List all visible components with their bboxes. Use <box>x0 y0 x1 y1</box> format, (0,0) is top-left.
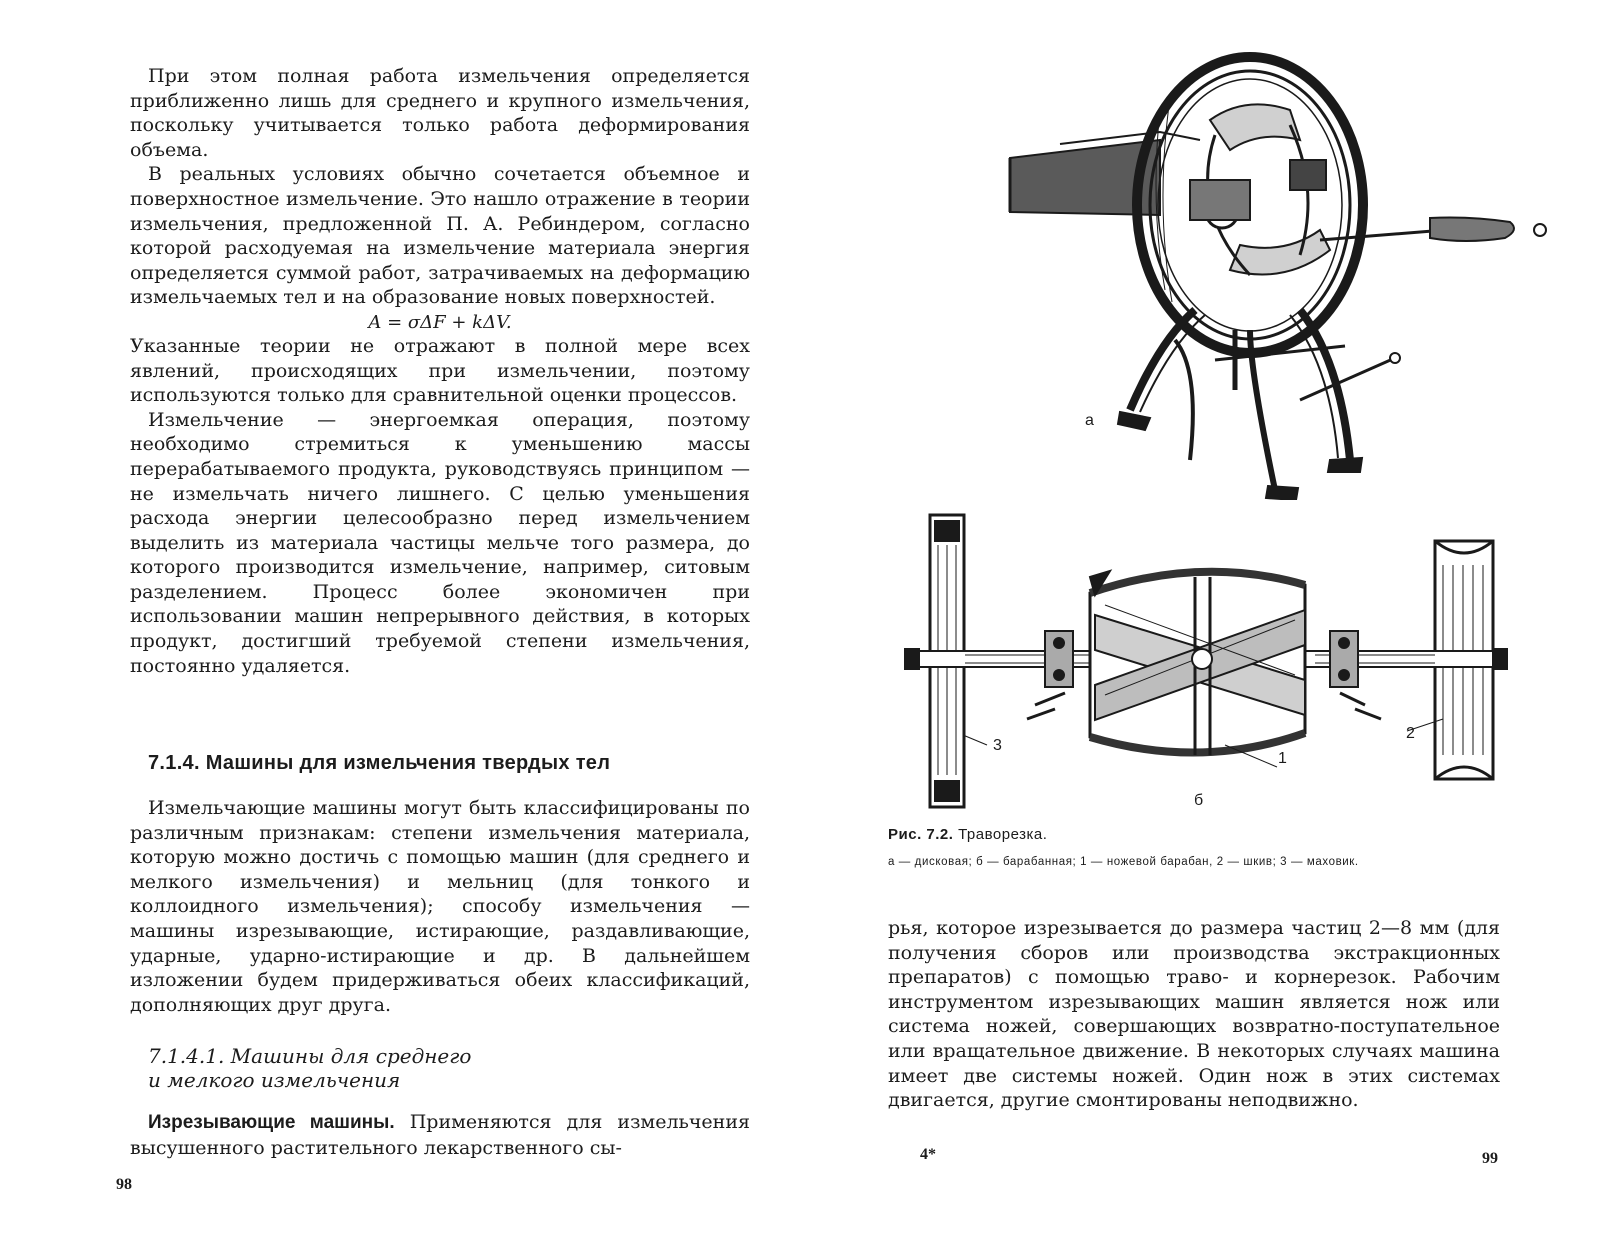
paragraph-4: Измельчение — энергоемкая операция, поэтому необходимо стремиться к уменьшению массы перерабатываемого продукта, руководствуясь принципом — не измельчать ничего лишнего. С целью уменьшения расхода энергии целесообразно перед измельчением выделить из материала частицы мельче того размера, до которого производится измельчение, например, ситовым разделением. Процесс более экономичен при использовании машин непрерывного действия, в которых продукт, достигший требуемой степени измельчения, постоянно удаляется. <box>130 408 750 677</box>
left-page <box>0 0 800 1246</box>
left-text-column <box>130 64 750 678</box>
callout-3: 3 <box>993 737 1002 754</box>
paragraph-5: Измельчающие машины могут быть классифицированы по различным признакам: степени измельчения материала, которую можно достичь с помощью машин (для среднего и мелкого измельчения) и мельниц (для тонкого и коллоидного измельчения); способу измельчения — машины изрезывающие, истирающие, раздавливающие, ударные, ударно-истирающие и др. В дальнейшем изложении будем придерживаться обеих классификаций, дополняющих друг друга. <box>130 797 750 1016</box>
paragraph-7: рья, которое изрезывается до размера частиц 2—8 мм (для получения сборов или производства экстракционных препаратов) с помощью траво- и корнерезок. Рабочим инструментом изрезывающих машин является нож или система ножей, совершающих возвратно-поступательное или вращательное движение. В некоторых случаях машина имеет две системы ножей. Один нож в этих системах двигается, другие смонтированы неподвижно. <box>888 917 1500 1112</box>
section-heading: 7.1.4. Машины для измельчения твердых тел <box>148 752 611 774</box>
figure-label-a: а <box>1085 412 1094 429</box>
subsection-heading-line2: и мелкого измельчения <box>148 1068 401 1092</box>
signature-mark: 4* <box>920 1146 936 1163</box>
subsection-heading-block <box>130 1044 750 1092</box>
figure-caption-legend: а — дисковая; б — барабанная; 1 — ножевой барабан, 2 — шкив; 3 — маховик. <box>888 856 1359 868</box>
lead-paragraph-block <box>130 1110 750 1160</box>
figure-drum-cutter-illustration <box>895 505 1515 815</box>
page-number-left: 98 <box>116 1176 132 1193</box>
subsection-heading-line1: 7.1.4.1. Машины для среднего <box>148 1044 472 1068</box>
formula-rebinder: A = σΔF + kΔV. <box>368 311 512 333</box>
figure-disk-cutter-illustration <box>1000 40 1560 500</box>
paragraph-2: В реальных условиях обычно сочетается объемное и поверхностное измельчение. Это нашло отражение в теории измельчения, предложенной П. А. Ребиндером, согласно которой расходуемая на измельчение материала энергия определяется суммой работ, затрачиваемых на деформацию измельчаемых тел и на образование новых поверхностей. <box>130 163 750 309</box>
lead-term: Изрезывающие машины. <box>148 1112 395 1133</box>
paragraph-3: Указанные теории не отражают в полной мере всех явлений, происходящих при измельчении, поэтому используются только для сравнительной оценки процессов. <box>130 334 750 407</box>
right-text-column <box>888 916 1500 1113</box>
section-heading-block <box>130 752 750 775</box>
lead-text: Применяются для измельчения высушенного растительного лекарственного сы- <box>130 1111 750 1159</box>
figure-caption-number: Рис. 7.2. <box>888 826 954 843</box>
figure-caption-title <box>888 826 1047 843</box>
callout-2: 2 <box>1406 725 1415 742</box>
figure-label-b: б <box>1194 792 1204 809</box>
paragraph-6 <box>130 1110 750 1160</box>
right-page <box>800 0 1601 1246</box>
callout-1: 1 <box>1278 750 1287 767</box>
section-body <box>130 796 750 1017</box>
paragraph-1: При этом полная работа измельчения определяется приближенно лишь для среднего и крупного измельчения, поскольку учитывается только работа деформирования объема. <box>130 65 750 161</box>
figure-caption-text: Траворезка. <box>953 826 1048 843</box>
page-number-right: 99 <box>1482 1150 1498 1167</box>
